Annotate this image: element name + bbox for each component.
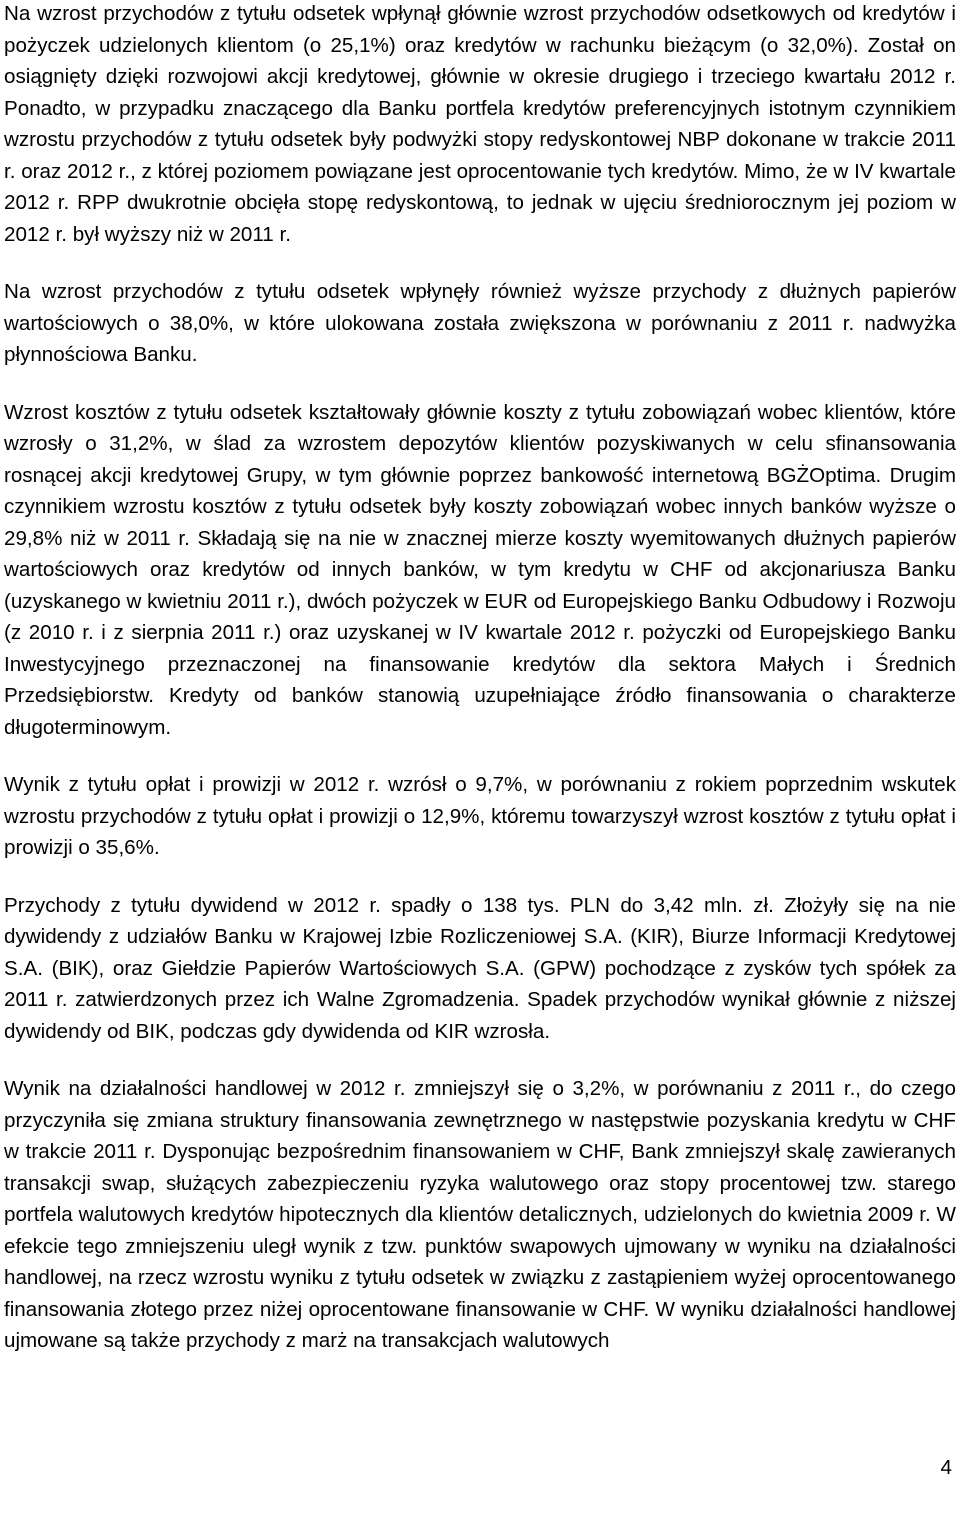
- page-number: 4: [940, 1456, 952, 1479]
- paragraph-interest-costs: Wzrost kosztów z tytułu odsetek kształtowały głównie koszty z tytułu zobowiązań wobec klientów, które wzrosły o 31,2%, w ślad za wzrostem depozytów klientów pozyskiwanych w celu sfinansowania rosnącej akcji kredytowej Grupy, w tym głównie poprzez bankowość internetową BGŻOptima. Drugim czynnikiem wzrostu kosztów z tytułu odsetek były koszty zobowiązań wobec innych banków wyższe o 29,8% niż w 2011 r. Składają się na nie w znacznej mierze koszty wyemitowanych dłużnych papierów wartościowych oraz kredytów od innych banków, w tym kredytu w CHF od akcjonariusza Banku (uzyskanego w kwietniu 2011 r.), dwóch pożyczek w EUR od Europejskiego Banku Odbudowy i Rozwoju (z 2010 r. i z sierpnia 2011 r.) oraz uzyskanej w IV kwartale 2012 r. pożyczki od Europejskiego Banku Inwestycyjnego przeznaczonej na finansowanie kredytów dla sektora Małych i Średnich Przedsiębiorstw. Kredyty od banków stanowią uzupełniające źródło finansowania o charakterze długoterminowym.: [4, 400, 956, 739]
- paragraph-fees-commissions: Wynik z tytułu opłat i prowizji w 2012 r. wzrósł o 9,7%, w porównaniu z rokiem poprzednim wskutek wzrostu przychodów z tytułu opłat i prowizji o 12,9%, któremu towarzyszył wzrost kosztów z tytułu opłat i prowizji o 35,6%.: [4, 773, 956, 859]
- document-page: [4, 0, 956, 1383]
- paragraph-dividends: Przychody z tytułu dywidend w 2012 r. spadły o 138 tys. PLN do 3,42 mln. zł. Złożyły się na nie dywidendy z udziałów Banku w Krajowej Izbie Rozliczeniowej S.A. (KIR), Biurze Informacji Kredytowej S.A. (BIK), oraz Giełdzie Papierów Wartościowych S.A. (GPW) pochodzące z zysków tych spółek za 2011 r. zatwierdzonych przez ich Walne Zgromadzenia. Spadek przychodów wynikał głównie z niższej dywidendy od BIK, podczas gdy dywidenda od KIR wzrosła.: [4, 893, 956, 1043]
- paragraph-trading-result: Wynik na działalności handlowej w 2012 r. zmniejszył się o 3,2%, w porównaniu z 2011 r., do czego przyczyniła się zmiana struktury finansowania zewnętrznego w następstwie pozyskania kredytu w CHF w trakcie 2011 r. Dysponując bezpośrednim finansowaniem w CHF, Bank zmniejszył skalę zawieranych transakcji swap, służących zabezpieczeniu ryzyka walutowego oraz stopy procentowej tzw. starego portfela walutowych kredytów hipotecznych dla klientów detalicznych, udzielonych do kwietnia 2009 r. W efekcie tego zmniejszeniu uległ wynik z tzw. punktów swapowych ujmowany w wyniku na działalności handlowej, na rzecz wzrostu wyniku z tytułu odsetek w związku z zastąpieniem wyżej oprocentowanego finansowania złotego przez niżej oprocentowane finansowanie w CHF. W wyniku działalności handlowej ujmowane są także przychody z marż na transakcjach walutowych: [4, 1077, 956, 1352]
- paragraph-debt-securities: Na wzrost przychodów z tytułu odsetek wpłynęły również wyższe przychody z dłużnych papierów wartościowych o 38,0%, w które ulokowana została zwiększona w porównaniu z 2011 r. nadwyżka płynnościowa Banku.: [4, 280, 956, 366]
- paragraph-interest-income: Na wzrost przychodów z tytułu odsetek wpłynął głównie wzrost przychodów odsetkowych od kredytów i pożyczek udzielonych klientom (o 25,1%) oraz kredytów w rachunku bieżącym (o 32,0%). Został on osiągnięty dzięki rozwojowi akcji kredytowej, głównie w okresie drugiego i trzeciego kwartału 2012 r. Ponadto, w przypadku znaczącego dla Banku portfela kredytów preferencyjnych istotnym czynnikiem wzrostu przychodów z tytułu odsetek były podwyżki stopy redyskontowej NBP dokonane w trakcie 2011 r. oraz 2012 r., z której poziomem powiązane jest oprocentowanie tych kredytów. Mimo, że w IV kwartale 2012 r. RPP dwukrotnie obcięła stopę redyskontową, to jednak w ujęciu średniorocznym jej poziom w 2012 r. był wyższy niż w 2011 r.: [4, 2, 956, 246]
